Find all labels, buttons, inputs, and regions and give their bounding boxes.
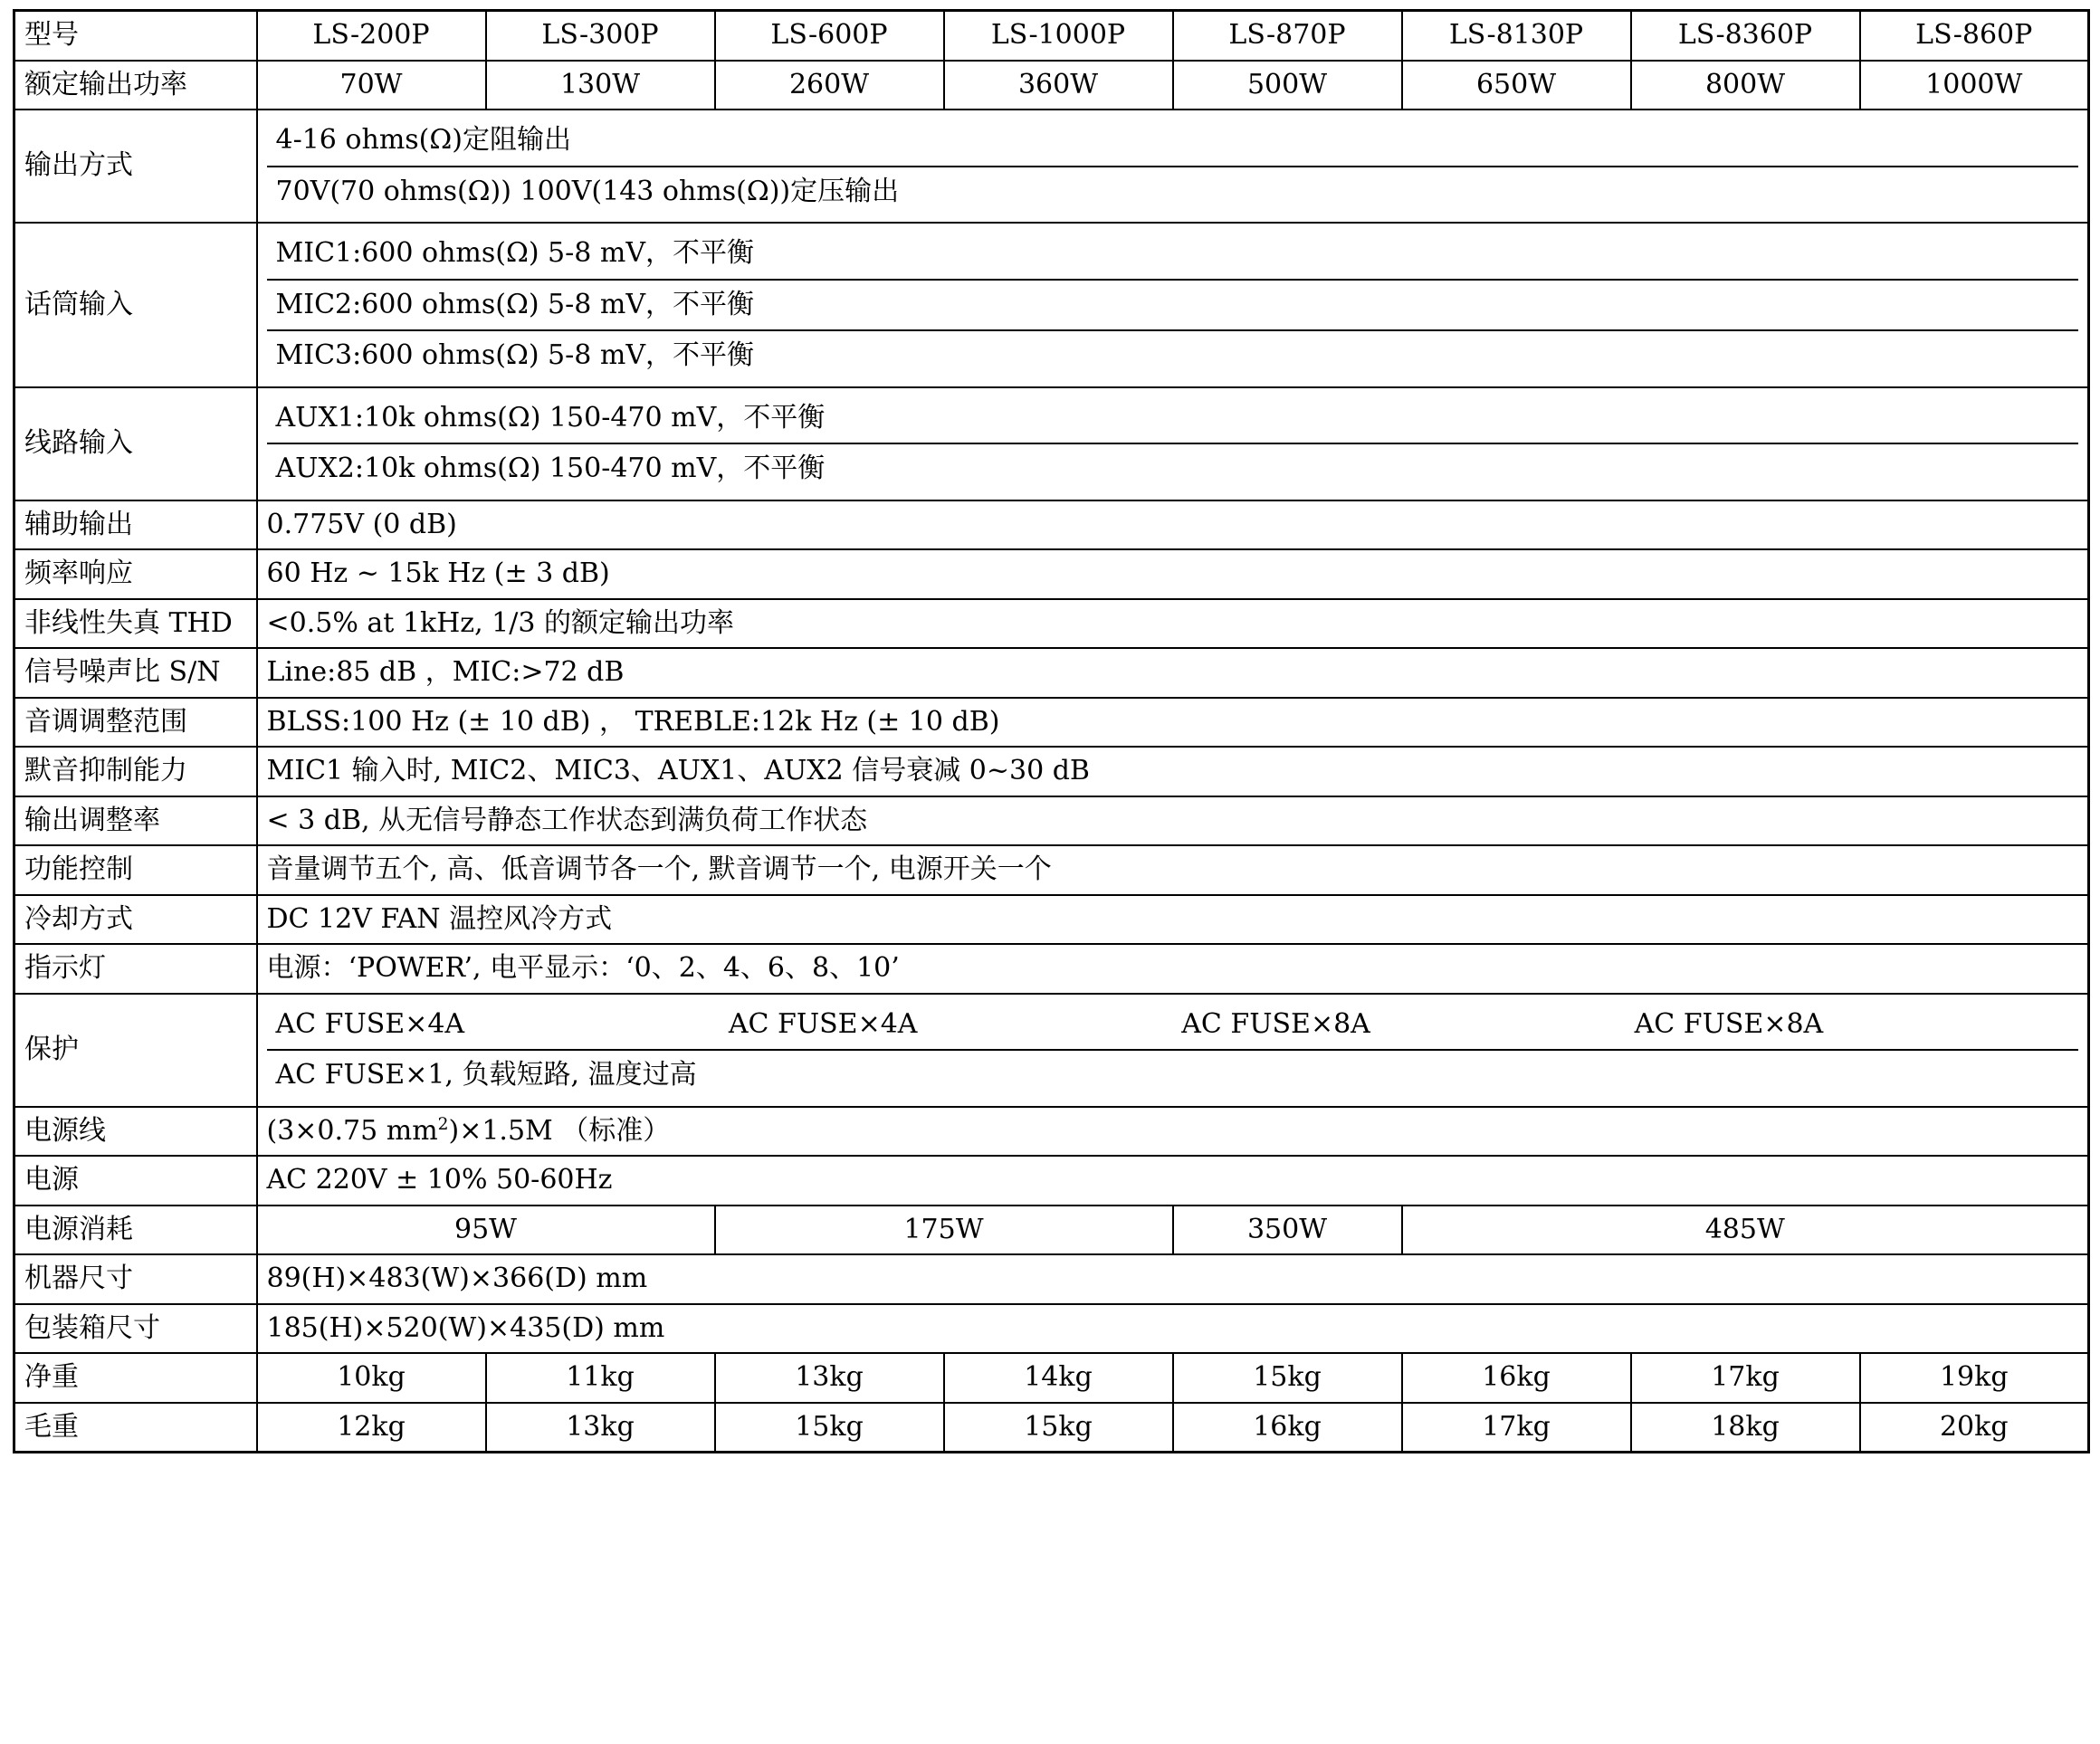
table-row-net-weight <box>14 1353 2089 1403</box>
model-cell: LS-200P <box>257 11 486 61</box>
model-cell: LS-8130P <box>1402 11 1631 61</box>
power-cord-sup: 2 <box>437 1114 449 1134</box>
line-input-line: AUX2:10k ohms(Ω) 150-470 mV，不平衡 <box>275 453 826 484</box>
table-row-tone-range <box>14 698 2089 748</box>
net-weight-cell: 15kg <box>1173 1353 1402 1403</box>
rated-power-cell: 260W <box>715 61 944 110</box>
gross-weight-cell: 18kg <box>1631 1403 1860 1453</box>
power-cord-value <box>257 1107 2089 1157</box>
rated-power-cell: 800W <box>1631 61 1860 110</box>
row-label-snr: 信号噪声比 S/N <box>14 648 257 698</box>
gross-weight-cell: 16kg <box>1173 1403 1402 1453</box>
mute-value: MIC1 输入时, MIC2、MIC3、AUX1、AUX2 信号衰减 0~30 dB <box>257 747 2089 796</box>
row-label-regulation: 输出调整率 <box>14 796 257 846</box>
protection-note: AC FUSE×1, 负载短路, 温度过高 <box>275 1059 697 1091</box>
table-row-consumption <box>14 1206 2089 1255</box>
mic-input-line: MIC3:600 ohms(Ω) 5-8 mV，不平衡 <box>275 339 755 371</box>
cooling-value: DC 12V FAN 温控风冷方式 <box>257 895 2089 945</box>
row-label-cooling: 冷却方式 <box>14 895 257 945</box>
line-input-line: AUX1:10k ohms(Ω) 150-470 mV，不平衡 <box>267 394 2079 444</box>
mic-input-line: MIC1:600 ohms(Ω) 5-8 mV，不平衡 <box>267 229 2079 280</box>
rated-power-cell: 360W <box>944 61 1173 110</box>
row-label-function-control: 功能控制 <box>14 845 257 895</box>
row-label-protection: 保护 <box>14 994 257 1107</box>
table-row-cooling <box>14 895 2089 945</box>
row-label-dimensions: 机器尺寸 <box>14 1254 257 1304</box>
gross-weight-cell: 15kg <box>715 1403 944 1453</box>
protection-fuse: AC FUSE×8A <box>1626 1000 2078 1051</box>
table-row-function-control <box>14 845 2089 895</box>
gross-weight-cell: 17kg <box>1402 1403 1631 1453</box>
table-row-mic-input <box>14 223 2089 387</box>
table-row-output-mode <box>14 110 2089 223</box>
output-mode-cell <box>257 110 2089 223</box>
protection-fuse: AC FUSE×4A <box>267 1000 720 1051</box>
rated-power-cell: 650W <box>1402 61 1631 110</box>
carton-dimensions-value: 185(H)×520(W)×435(D) mm <box>257 1304 2089 1354</box>
net-weight-cell: 14kg <box>944 1353 1173 1403</box>
line-input-cell <box>257 387 2089 500</box>
row-label-net-weight: 净重 <box>14 1353 257 1403</box>
consumption-cell: 175W <box>715 1206 1173 1255</box>
consumption-cell: 350W <box>1173 1206 1402 1255</box>
model-cell: LS-300P <box>486 11 715 61</box>
power-supply-value: AC 220V ± 10% 50-60Hz <box>257 1156 2089 1206</box>
table-row-rated-power <box>14 61 2089 110</box>
row-label-output-mode: 输出方式 <box>14 110 257 223</box>
indicator-value: 电源：‘POWER’, 电平显示：‘0、2、4、6、8、10’ <box>257 944 2089 994</box>
row-label-model: 型号 <box>14 11 257 61</box>
model-cell: LS-860P <box>1860 11 2089 61</box>
table-row-aux-output <box>14 500 2089 550</box>
power-cord-pre: (3×0.75 mm <box>266 1114 438 1147</box>
snr-value: Line:85 dB ，MIC:>72 dB <box>257 648 2089 698</box>
row-label-thd: 非线性失真 THD <box>14 599 257 649</box>
frequency-response-value: 60 Hz ~ 15k Hz (± 3 dB) <box>257 549 2089 599</box>
row-label-aux-output: 辅助输出 <box>14 500 257 550</box>
mic-input-line: MIC2:600 ohms(Ω) 5-8 mV，不平衡 <box>267 280 2079 331</box>
net-weight-cell: 17kg <box>1631 1353 1860 1403</box>
dimensions-value: 89(H)×483(W)×366(D) mm <box>257 1254 2089 1304</box>
row-label-mic-input: 话筒输入 <box>14 223 257 387</box>
row-label-carton-dimensions: 包装箱尺寸 <box>14 1304 257 1354</box>
table-row-dimensions <box>14 1254 2089 1304</box>
protection-fuse: AC FUSE×8A <box>1172 1000 1625 1051</box>
row-label-consumption: 电源消耗 <box>14 1206 257 1255</box>
rated-power-cell: 70W <box>257 61 486 110</box>
table-row-power-supply <box>14 1156 2089 1206</box>
table-row-mute <box>14 747 2089 796</box>
model-cell: LS-870P <box>1173 11 1402 61</box>
aux-output-value: 0.775V (0 dB) <box>257 500 2089 550</box>
gross-weight-cell: 15kg <box>944 1403 1173 1453</box>
protection-cell <box>257 994 2089 1107</box>
row-label-power-cord: 电源线 <box>14 1107 257 1157</box>
table-row-thd <box>14 599 2089 649</box>
gross-weight-cell: 13kg <box>486 1403 715 1453</box>
specification-table <box>13 9 2090 1453</box>
net-weight-cell: 16kg <box>1402 1353 1631 1403</box>
table-row-power-cord <box>14 1107 2089 1157</box>
gross-weight-cell: 12kg <box>257 1403 486 1453</box>
model-cell: LS-1000P <box>944 11 1173 61</box>
output-mode-line: 70V(70 ohms(Ω)) 100V(143 ohms(Ω))定压输出 <box>275 175 900 207</box>
rated-power-cell: 130W <box>486 61 715 110</box>
row-label-rated-power: 额定输出功率 <box>14 61 257 110</box>
table-row-gross-weight <box>14 1403 2089 1453</box>
table-row-protection <box>14 994 2089 1107</box>
model-cell: LS-600P <box>715 11 944 61</box>
power-cord-post: )×1.5M （标准） <box>448 1114 671 1147</box>
rated-power-cell: 1000W <box>1860 61 2089 110</box>
consumption-cell: 485W <box>1402 1206 2089 1255</box>
rated-power-cell: 500W <box>1173 61 1402 110</box>
function-control-value: 音量调节五个, 高、低音调节各一个, 默音调节一个, 电源开关一个 <box>257 845 2089 895</box>
net-weight-cell: 13kg <box>715 1353 944 1403</box>
model-cell: LS-8360P <box>1631 11 1860 61</box>
table-row-model <box>14 11 2089 61</box>
thd-value: <0.5% at 1kHz, 1/3 的额定输出功率 <box>257 599 2089 649</box>
row-label-gross-weight: 毛重 <box>14 1403 257 1453</box>
tone-range-value: BLSS:100 Hz (± 10 dB) ， TREBLE:12k Hz (± 10 dB) <box>257 698 2089 748</box>
mic-input-cell <box>257 223 2089 387</box>
consumption-cell: 95W <box>257 1206 715 1255</box>
row-label-mute: 默音抑制能力 <box>14 747 257 796</box>
net-weight-cell: 11kg <box>486 1353 715 1403</box>
row-label-line-input: 线路输入 <box>14 387 257 500</box>
net-weight-cell: 19kg <box>1860 1353 2089 1403</box>
row-label-frequency-response: 频率响应 <box>14 549 257 599</box>
regulation-value: < 3 dB, 从无信号静态工作状态到满负荷工作状态 <box>257 796 2089 846</box>
table-row-regulation <box>14 796 2089 846</box>
net-weight-cell: 10kg <box>257 1353 486 1403</box>
gross-weight-cell: 20kg <box>1860 1403 2089 1453</box>
table-row-frequency-response <box>14 549 2089 599</box>
table-row-snr <box>14 648 2089 698</box>
row-label-power-supply: 电源 <box>14 1156 257 1206</box>
output-mode-line: 4-16 ohms(Ω)定阻输出 <box>267 116 2079 167</box>
row-label-tone-range: 音调调整范围 <box>14 698 257 748</box>
row-label-indicator: 指示灯 <box>14 944 257 994</box>
table-row-line-input <box>14 387 2089 500</box>
protection-fuse: AC FUSE×4A <box>720 1000 1172 1051</box>
table-row-indicator <box>14 944 2089 994</box>
table-row-carton-dimensions <box>14 1304 2089 1354</box>
